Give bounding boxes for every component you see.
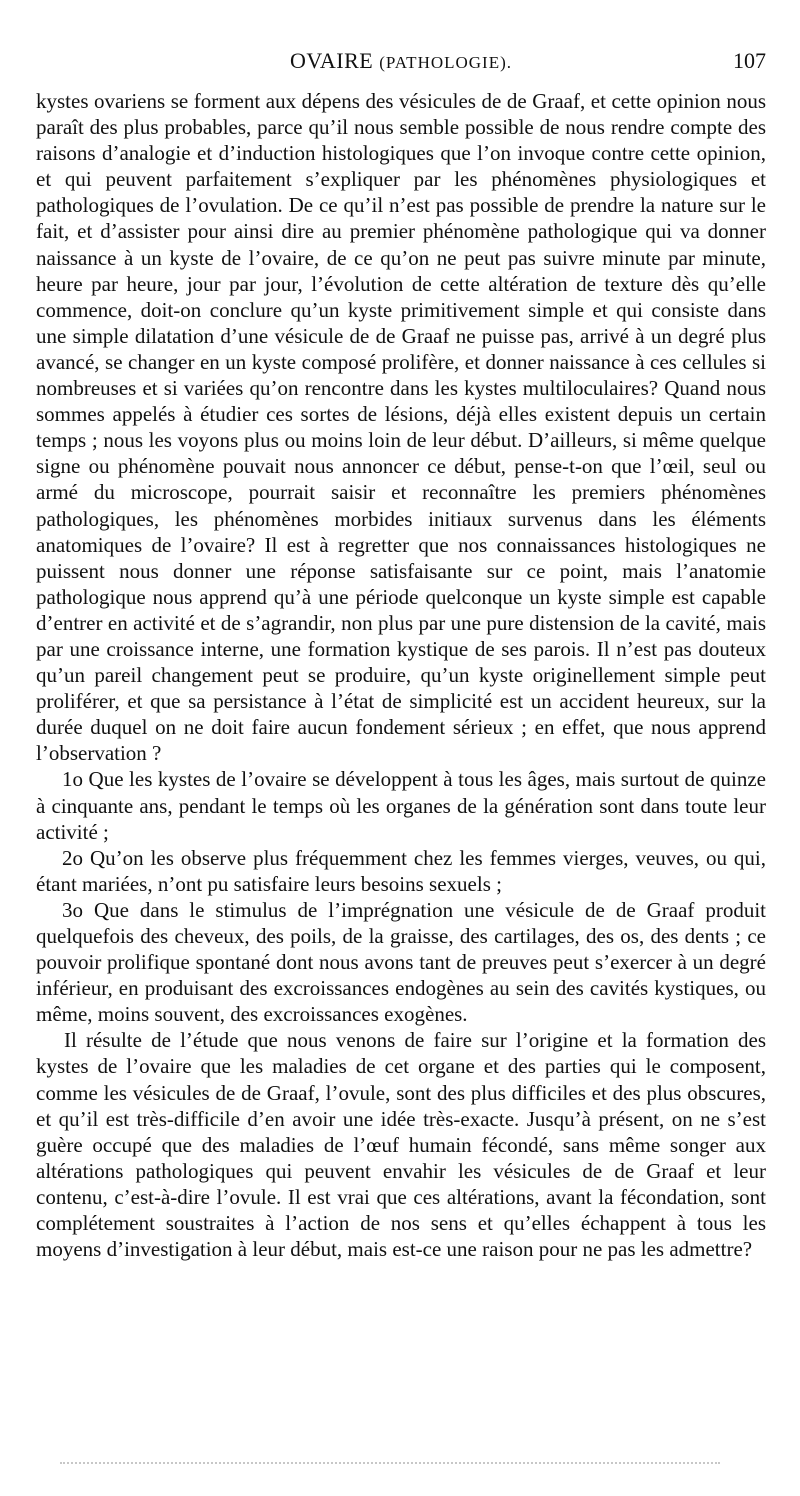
list-item-2: 2o Qu’on les observe plus fréquemment chez les femmes vierges, veuves, ou qui, étant mariées, n’ont pu satisfaire leurs besoins sexuels ; [36,845,766,896]
page-number: 107 [733,48,766,73]
body-text [36,88,766,1262]
list-item-1: 1o Que les kystes de l’ovaire se développent à tous les âges, mais surtout de quinze à cinquante ans, pendant le temps où les organes de la génération sont dans toute leur activité ; [36,767,766,844]
running-head [36,48,766,82]
paragraph-conclusion: Il résulte de l’étude que nous venons de faire sur l’origine et la formation des kystes de l’ovaire que les maladies de cet organe et des parties qui le composent, comme les vésicules de de Graaf, l’ovule, sont des plus difficiles et des plus obscures, et qu’il est très-difficile d’en avoir une idée très-exacte. Jusqu’à présent, on ne s’est guère occupé que des maladies de l’œuf humain fécondé, sans même songer aux altérations pathologiques qui peuvent envahir les vésicules de de Graaf et leur contenu, c’est-à-dire l’ovule. Il est vrai que ces altérations, avant la fécondation, sont complétement soustraites à l’action de nos sens et qu’elles échappent à tous les moyens d’investigation à leur début, mais est-ce une raison pour ne pas les admettre? [36,1028,766,1262]
running-title [36,48,766,74]
running-title-main: OVAIRE [289,48,374,73]
footer-bleed-through [60,1462,720,1464]
paragraph-continuation: kystes ovariens se forment aux dépens des vésicules de de Graaf, et cette opinion nous paraît des plus probables, parce qu’il nous semble possible de nous rendre compte des raisons d’analogie et d’induction histologiques que l’on invoque contre cette opinion, et qui peuvent parfaitement s’expliquer par les phénomènes physiologiques et pathologiques de l’ovulation. De ce qu’il n’est pas possible de prendre la nature sur le fait, et d’assister pour ainsi dire au premier phénomène pathologique qui va donner naissance à un kyste de l’ovaire, de ce qu’on ne peut pas suivre minute par minute, heure par heure, jour par jour, l’évolution de cette altération de texture dès qu’elle commence, doit-on conclure qu’un kyste primitivement simple et qui consiste dans une simple dilatation d’une vésicule de de Graaf ne puisse pas, arrivé à un degré plus avancé, se changer en un kyste composé prolifère, et donner naissance à ces cellules si nombreuses et si variées qu’on rencontre dans les kystes multiloculaires? Quand nous sommes appelés à étudier ces sortes de lésions, déjà elles existent depuis un certain temps ; nous les voyons plus ou moins loin de leur début. D’ailleurs, si même quelque signe ou phénomène pouvait nous annoncer ce début, pense-t-on que l’œil, seul ou armé du microscope, pourrait saisir et reconnaître les premiers phénomènes pathologiques, les phénomènes morbides initiaux survenus dans les éléments anatomiques de l’ovaire? Il est à regretter que nos connaissances histologiques ne puissent nous donner une réponse satisfaisante sur ce point, mais l’anatomie pathologique nous apprend qu’à une période quelconque un kyste simple est capable d’entrer en activité et de s’agrandir, non plus par une pure distension de la cavité, mais par une croissance interne, une formation kystique de ses parois. Il n’est pas douteux qu’un pareil changement peut se produire, qu’un kyste originellement simple peut proliférer, et que sa persistance à l’état de simplicité est un accident heureux, sur la durée duquel on ne doit faire aucun fondement sérieux ; en effet, que nous apprend l’observation ? [36,89,766,766]
running-title-sub: (PATHOLOGIE). [379,53,513,72]
list-item-3: 3o Que dans le stimulus de l’imprégnation une vésicule de de Graaf produit quelquefois des cheveux, des poils, de la graisse, des cartilages, des os, des dents ; ce pouvoir prolifique spontané dont nous avons tant de preuves peut s’exercer à un degré inférieur, en produisant des excroissances endogènes au sein des cavités kystiques, ou même, moins souvent, des excroissances exogènes. [36,897,766,1027]
